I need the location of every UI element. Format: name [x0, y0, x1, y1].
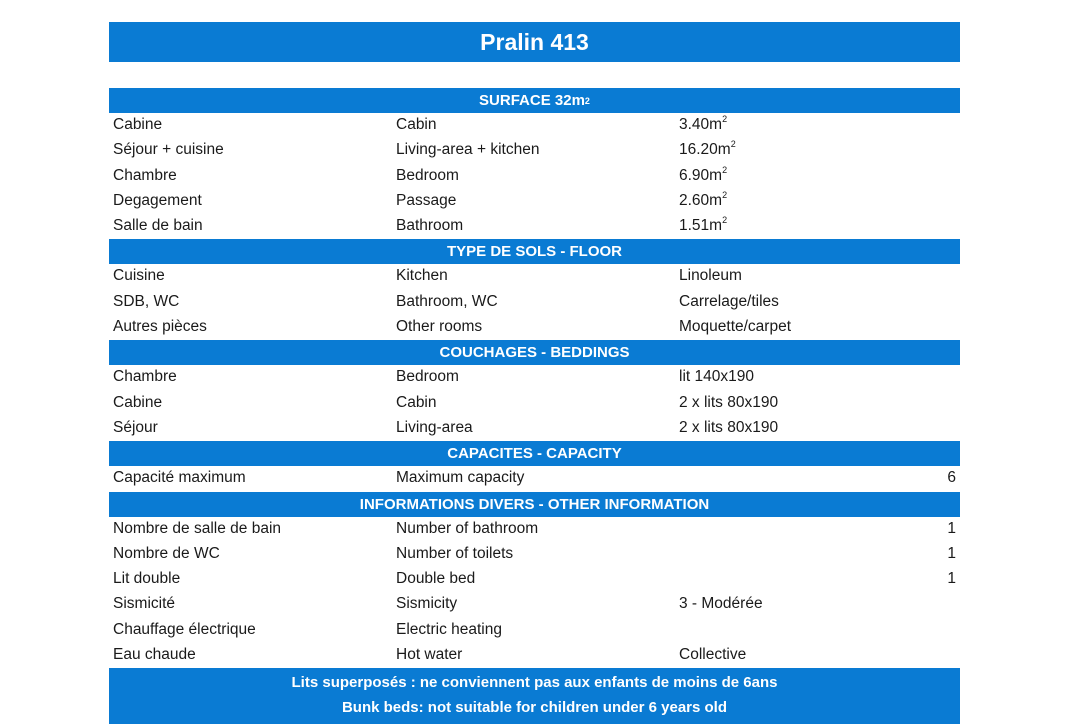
english-label: Number of toilets: [396, 544, 514, 562]
english-label: Kitchen: [396, 267, 448, 285]
english-label: Sismicity: [396, 595, 458, 613]
floor-section-heading: TYPE DE SOLS - FLOOR: [109, 239, 960, 264]
count-cell: 6: [947, 469, 956, 487]
english-label: Bedroom: [396, 166, 459, 184]
value-cell: Carrelage/tiles: [679, 292, 779, 310]
english-label: Cabin: [396, 116, 437, 133]
surface-rows: [109, 113, 960, 239]
table-row: [109, 189, 960, 214]
value-cell: $2.60m^2$: [679, 189, 728, 209]
table-row: [109, 567, 960, 592]
english-label: Bathroom: [396, 217, 464, 235]
french-label: Séjour + cuisine: [113, 141, 224, 159]
english-label: Cabin: [396, 393, 437, 411]
english-label: Bathroom, WC: [396, 292, 498, 310]
table-row: [109, 618, 960, 643]
count-cell: 1: [947, 544, 956, 562]
value-cell: $6.90m^2$: [679, 164, 728, 184]
value-cell: 2 x lits 80x190: [679, 418, 779, 436]
value-cell: 2 x lits 80x190: [679, 393, 779, 411]
french-label: Autres pièces: [113, 318, 207, 336]
table-row: [109, 164, 960, 189]
count-cell: 1: [947, 519, 956, 537]
table-row: [109, 517, 960, 542]
surface-section-heading: SURFACE 32m 2: [109, 88, 960, 113]
table-row: [109, 365, 960, 390]
english-label: Number of bathroom: [396, 519, 539, 537]
beddings-rows: [109, 365, 960, 441]
value-cell: Linoleum: [679, 267, 742, 285]
bunk-bed-notice: [109, 668, 960, 724]
value-cell: Moquette/carpet: [679, 318, 792, 336]
english-label: Hot water: [396, 646, 463, 664]
value-cell: lit 140x190: [679, 368, 754, 386]
table-row: [109, 315, 960, 340]
value-cell: $1.51m^2$: [679, 215, 728, 235]
table-row: [109, 113, 960, 138]
capacity-rows: [109, 466, 960, 491]
french-label: Chambre: [113, 368, 177, 386]
french-label: SDB, WC: [113, 292, 180, 310]
floor-rows: [109, 264, 960, 340]
english-label: Living-area: [396, 418, 473, 436]
table-row: [109, 466, 960, 491]
page-title: Pralin 413: [109, 22, 960, 62]
count-cell: 1: [947, 570, 956, 588]
english-label: Maximum capacity: [396, 469, 525, 487]
table-row: [109, 264, 960, 289]
table-row: [109, 138, 960, 163]
notice-en: Bunk beds: not suitable for children under 6 years old: [341, 699, 728, 717]
french-label: Cabine: [113, 393, 163, 411]
french-label: Nombre de salle de bain: [113, 519, 282, 537]
french-label: Nombre de WC: [113, 544, 220, 562]
info-section-heading: INFORMATIONS DIVERS - OTHER INFORMATION: [109, 492, 960, 517]
french-label: Cuisine: [113, 267, 165, 285]
table-row: [109, 542, 960, 567]
value-cell: 3 - Modérée: [679, 595, 763, 613]
french-label: Chambre: [113, 166, 177, 184]
french-label: Capacité maximum: [113, 469, 246, 487]
table-row: [109, 214, 960, 239]
french-label: Degagement: [113, 191, 202, 209]
table-row: [109, 416, 960, 441]
beddings-section-heading: COUCHAGES - BEDDINGS: [109, 340, 960, 365]
value-cell: Collective: [679, 646, 747, 664]
capacity-section-heading: CAPACITES - CAPACITY: [109, 441, 960, 466]
english-label: Other rooms: [396, 318, 483, 336]
french-label: Sismicité: [113, 595, 176, 613]
english-label: Living-area + kitchen: [396, 141, 540, 159]
english-label: Passage: [396, 191, 457, 209]
property-sheet: [109, 22, 960, 724]
french-label: Séjour: [113, 418, 158, 436]
english-label: Bedroom: [396, 368, 459, 386]
value-cell: $3.40m^2$: [679, 114, 728, 133]
surface-heading-text: SURFACE 32m: [479, 92, 585, 109]
table-row: [109, 391, 960, 416]
table-row: [109, 290, 960, 315]
info-rows: [109, 517, 960, 669]
notice-fr: Lits superposés : ne conviennent pas aux enfants de moins de 6ans: [291, 674, 778, 692]
table-row: [109, 592, 960, 617]
french-label: Salle de bain: [113, 217, 203, 235]
english-label: Double bed: [396, 570, 476, 588]
french-label: Eau chaude: [113, 646, 196, 664]
value-cell: $16.20m^2$: [679, 139, 736, 159]
english-label: Electric heating: [396, 620, 502, 638]
french-label: Lit double: [113, 570, 181, 588]
french-label: Cabine: [113, 116, 163, 133]
french-label: Chauffage électrique: [113, 620, 256, 638]
table-row: [109, 643, 960, 668]
